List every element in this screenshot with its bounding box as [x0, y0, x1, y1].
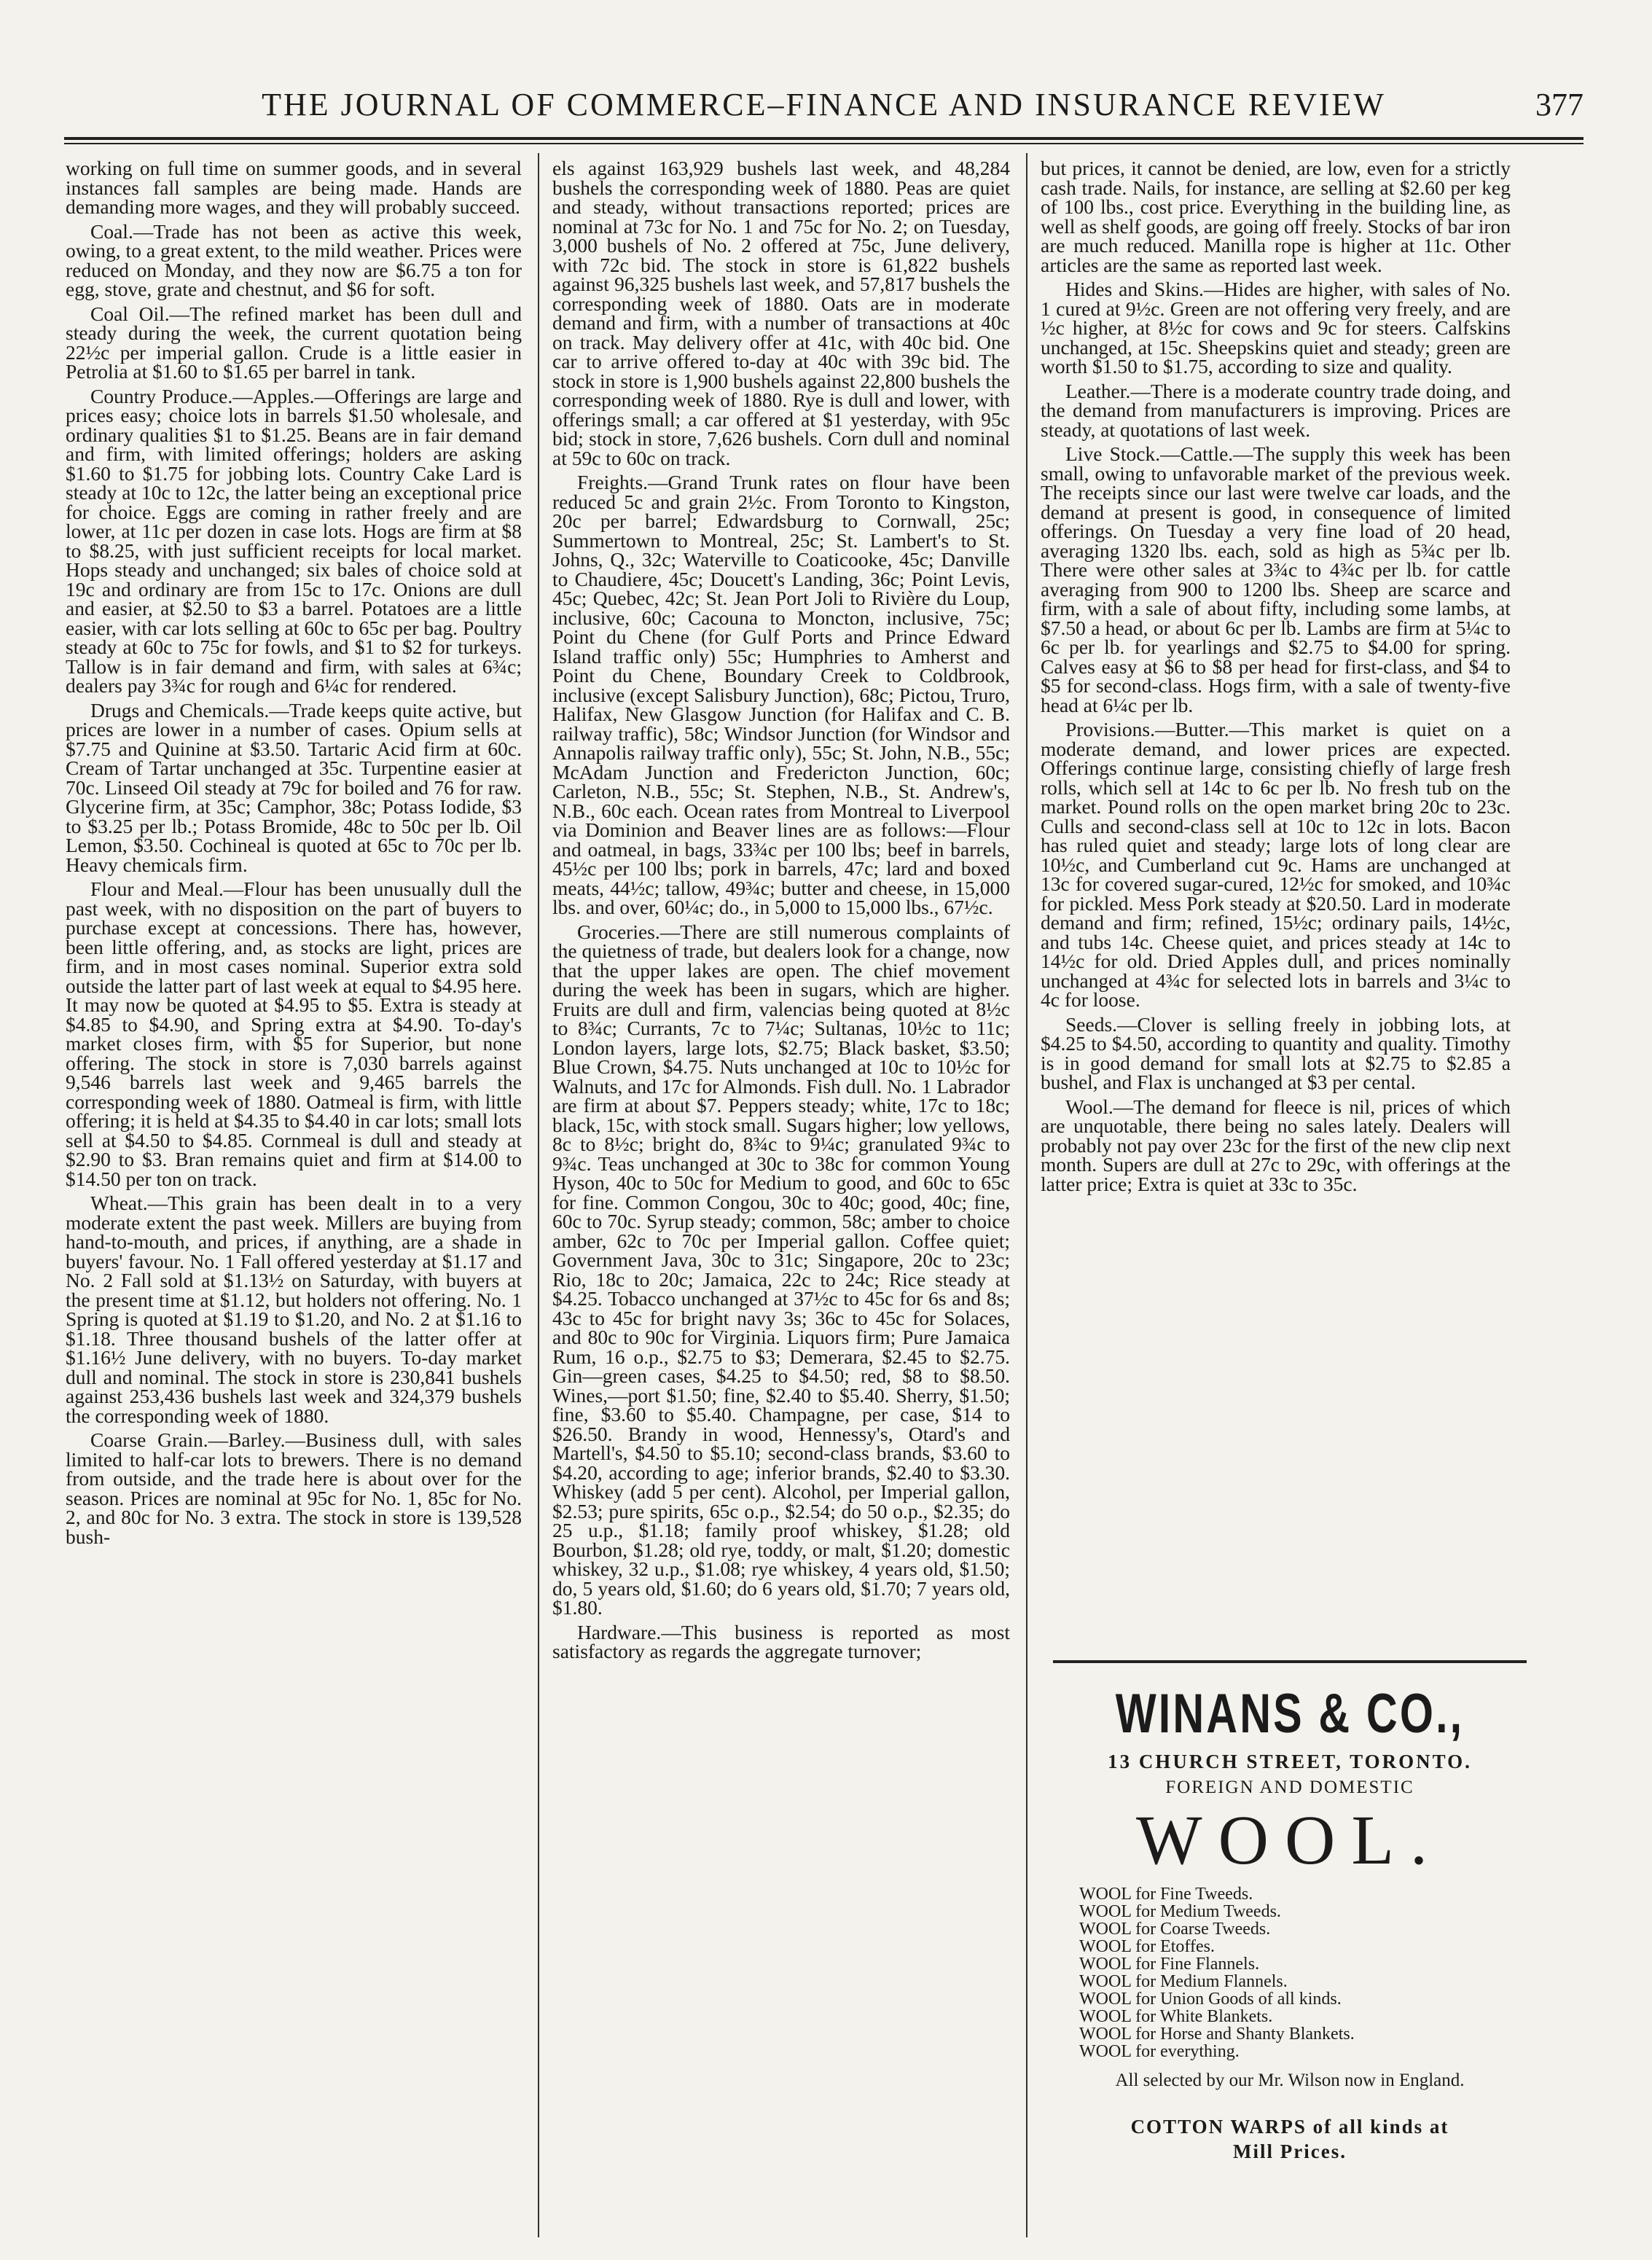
list-item: WOOL for Fine Flannels. [1079, 1955, 1260, 1974]
page-number: 377 [1535, 87, 1584, 122]
list-item: WOOL for Union Goods of all kinds. [1079, 1990, 1342, 2009]
paragraph-country-produce: Country Produce.—Apples.—Offerings are large and prices easy; choice lots in barrels $1.50 wholesale, and ordinary qualities $1 to $1.25. Beans are in fair demand and firm, with limited offerings; holders are asking $1.60 to $1.75 for jobbing lots. Country Cake Lard is steady at 10c to 12c, the latter being an exceptional price for choice. Eggs are coming in rather freely and are lower, at 11c per dozen in case lots. Hogs are firm at $8 to $8.25, with just sufficient receipts for local market. Hops steady and unchanged; six bales of choice sold at 19c and ordinary are from 15c to 17c. Onions are dull and easier, at $2.50 to $3 a barrel. Potatoes are a little easier, with car lots selling at 60c to 65c per bag. Poultry steady at 60c to 75c for fowls, and $1 to $2 for turkeys. Tallow is in fair demand and firm, with sales at 6¾c; dealers pay 3¾c for rough and 6¼c for rendered. [66, 384, 522, 697]
column-2 [552, 159, 1010, 2236]
advertisement-tagline: FOREIGN AND DOMESTIC [1165, 1778, 1414, 1797]
column-1 [66, 159, 522, 2236]
masthead [64, 86, 1584, 137]
advertiser-address: 13 CHURCH STREET, TORONTO. [1108, 1751, 1472, 1772]
paragraph-groceries: Groceries.—There are still numerous complaints of the quietness of trade, but dealers look for a change, now that the upper lakes are open. The chief movement during the week has been in sugars, which are higher. Fruits are dull and firm, valencias being quoted at 8½c to 8¾c; Currants, 7c to 7¼c; Sultanas, 10½c to 11c; London layers, large lots, $2.75; Black basket, $3.50; Blue Crown, $4.75. Nuts unchanged at 10c to 10½c for Walnuts, and 17c for Almonds. Fish dull. No. 1 Labrador are firm at about $7. Peppers steady; white, 17c to 18c; black, 15c, with stock small. Sugars higher; low yellows, 8c to 8½c; bright do, 8¾c to 9¼c; granulated 9¾c to 9¾c. Teas unchanged at 30c to 38c for common Young Hyson, 40c to 50c for Medium to good, and 60c to 65c for fine. Common Congou, 30c to 40c; good, 40c; fine, 60c to 70c. Syrup steady; common, 58c; amber to choice amber, 62c to 70c per Imperial gallon. Coffee quiet; Government Java, 30c to 31c; Singapore, 20c to 23c; Rio, 18c to 20c; Jamaica, 22c to 24c; Rice steady at $4.25. Tobacco unchanged at 37½c to 45c for 6s and 8s; 43c to 45c for bright navy 3s; 36c to 45c for Solaces, and 80c to 90c for Virginia. Liquors firm; Pure Jamaica Rum, 16 o.p., $2.75 to $3; Demerara, $2.45 to $2.75. Gin—green cases, $4.25 to $4.50; red, $8 to $8.50. Wines,—port $1.50; fine, $2.40 to $5.40. Sherry, $1.50; fine, $3.60 to $5.40. Champagne, per case, $14 to $26.50. Brandy in wood, Hennessy's, Otard's and Martell's, $4.50 to $5.10; second-class brands, $3.60 to $4.20, according to age; inferior brands, $2.40 to $3.30. Whiskey (add 5 per cent). Alcohol, per Imperial gallon, $2.53; pure spirits, 65c o.p., $2.54; do 50 o.p., $2.35; do 25 u.p., $1.18; family proof whiskey, $1.28; old Bourbon, $1.28; old rye, toddy, or malt, $1.20; domestic whiskey, 32 u.p., $1.08; rye whiskey, 4 years old, $1.50; do, 5 years old, $1.60; do 6 years old, $1.70; 7 years old, $1.80. [552, 920, 1010, 1619]
paragraph-wheat: Wheat.—This grain has been dealt in to a very moderate extent the past week. Millers are buying from hand-to-mouth, and prices, if anything, are a shade in buyers' favour. No. 1 Fall offered yesterday at $1.17 and No. 2 Fall sold at $1.13½ on Saturday, with buyers at the present time at $1.12, but holders not offering. No. 1 Spring is quoted at $1.19 to $1.20, and No. 2 at $1.16 to $1.18. Three thousand bushels of the latter offer at $1.16½ June delivery, with no buyers. To-day market dull and nominal. The stock in store is 230,841 bushels against 253,436 bushels last week and 324,379 bushels the corresponding week of 1880. [66, 1192, 522, 1427]
paragraph-coal: Coal.—Trade has not been as active this week, owing, to a great extent, to the mild weather. Prices were reduced on Monday, and they now are $6.75 a ton for egg, stove, grate and chestnut, and $6 for soft. [66, 219, 522, 300]
winans-advertisement [1053, 1660, 1527, 2164]
paragraph-hardware: Hardware.—This business is reported as most satisfactory as regards the aggregate turnover; [552, 1620, 1010, 1662]
list-item: WOOL for Etoffes. [1079, 1937, 1215, 1956]
paragraph-seeds: Seeds.—Clover is selling freely in jobbing lots, at $4.25 to $4.50, according to quantity and quality. Timothy is in good demand for small lots at $2.75 to $2.85 a bushel, and Flax is unchanged at $3 per cental. [1041, 1012, 1511, 1093]
column-3 [1041, 159, 1511, 1638]
column-divider-1 [538, 153, 539, 2237]
column-divider-2 [1026, 153, 1027, 2237]
list-item: WOOL for Medium Flannels. [1079, 1972, 1288, 1991]
paragraph-freights: Freights.—Grand Trunk rates on flour have been reduced 5c and grain 2½c. From Toronto to Kingston, 20c per barrel; Edwardsburg to Cornwall, 25c; Summertown to Montreal, 25c; St. Lambert's to St. Johns, Q., 32c; Waterville to Coaticooke, 45c; Danville to Chaudiere, 45c; Doucett's Landing, 36c; Point Levis, 45c; Quebec, 42c; St. Jean Port Joli to Rivière du Loup, inclusive, 60c; Cacouna to Moncton, inclusive, 75c; Point du Chene (for Gulf Ports and Prince Edward Island traffic only) 55c; Humphries to Amherst and Point du Chene, Boundary Creek to Coldbrook, inclusive (except Salisbury Junction), 68c; Pictou, Truro, Halifax, New Glasgow Junction (for Halifax and C. B. railway traffic), 58c; Windsor Junction (for Windsor and Annapolis railway traffic only), 55c; St. John, N.B., 55c; McAdam Junction and Fredericton Junction, 60c; Carleton, N.B., 55c; St. Stephen, N.B., St. Andrew's, N.B., 60c each. Ocean rates from Montreal to Liverpool via Dominion and Beaver lines are as follows:—Flour and oatmeal, in bags, 33¾c per 100 lbs; beef in barrels, 45½c per 100 lbs; pork in barrels, 47c; lard and boxed meats, 44½c; tallow, 49¾c; butter and cheese, in 15,000 lbs. and over, 60¼c; do., in 5,000 to 15,000 lbs., 67½c. [552, 471, 1010, 918]
cotton-warps-line: COTTON WARPS of all kinds at [1130, 2116, 1449, 2138]
paragraph-leather: Leather.—There is a moderate country trade doing, and the demand from manufacturers is improving. Prices are steady, at quotations of last week. [1041, 379, 1511, 441]
journal-title: THE JOURNAL OF COMMERCE–FINANCE AND INSURANCE REVIEW [262, 87, 1386, 122]
advertisement-note: All selected by our Mr. Wilson now in England. [1115, 2071, 1465, 2090]
mill-prices-line: Mill Prices. [1233, 2140, 1347, 2162]
list-item: WOOL for everything. [1079, 2042, 1240, 2061]
header-rule-thick [64, 137, 1584, 140]
paragraph-flour-meal: Flour and Meal.—Flour has been unusually dull the past week, with no disposition on the part of buyers to purchase except at concessions. There has, however, been little offering, and, as stocks are light, prices are firm, and in most cases nominal. Superior extra sold outside the latter part of last week at equal to $4.95 here. It may now be quoted at $4.95 to $5. Extra is steady at $4.85 to $4.90, and Spring extra at $4.90. To-day's market closes firm, with $5 for Superior, but none offering. The stock in store is 7,030 barrels against 9,546 barrels last week and 9,465 barrels the corresponding week of 1880. Oatmeal is firm, with little offering; it is held at $4.35 to $4.40 in car lots; small lots sell at $4.50 to $4.85. Cornmeal is dull and steady at $2.90 to $3. Bran remains quiet and firm at $14.00 to $14.50 per ton on track. [66, 877, 522, 1190]
paragraph-hides-skins: Hides and Skins.—Hides are higher, with sales of No. 1 cured at 9½c. Green are not offering very freely, and are ½c higher, at 8½c for cows and 9c for steers. Calfskins unchanged, at 15c. Sheepskins quiet and steady; green are worth $1.50 to $1.75, according to size and quality. [1041, 278, 1511, 378]
list-item: WOOL for Medium Tweeds. [1079, 1902, 1281, 1921]
paragraph-grain-continued: els against 163,929 bushels last week, and 48,284 bushels the corresponding week of 1880. Peas are quiet and steady, without transactions reported; prices are nominal at 73c for No. 1 and 75c for No. 2; on Tuesday, 3,000 bushels of No. 2 offered at 75c, June delivery, with 72c bid. The stock in store is 61,822 bushels against 96,325 bushels last week, and 57,817 bushels the corresponding week of 1880. Oats are in moderate demand and firm, with a number of transactions at 40c on track. May delivery offer at 41c, with 40c bid. One car to arrive offered to-day at 40c with 39c bid. The stock in store is 1,900 bushels against 22,800 bushels the corresponding week of 1880. Rye is dull and lower, with offerings small; a car offered at $1 yesterday, with 95c bid; stock in store, 7,626 bushels. Corn dull and nominal at 59c to 60c on track. [552, 159, 1010, 469]
paragraph-live-stock: Live Stock.—Cattle.—The supply this week has been small, owing to unfavorable market of the previous week. The receipts since our last were twelve car loads, and the demand at present is good, in consequence of limited offerings. On Tuesday a very fine load of 20 head, averaging 1320 lbs. each, sold as high as 5¾c per lb. There were other sales at 3¾c to 4¾c per lb. for cattle averaging from 900 to 1200 lbs. Sheep are scarce and firm, with a sale of about fifty, including some lambs, at $7.50 a head, or about 6c per lb. Lambs are firm at 5¼c to 6c per lb. for yearlings and $2.75 to $4.00 for spring. Calves easy at $6 to $8 per head for first-class, and $4 to $5 for second-class. Hogs firm, with a sale of twenty-five head at 6¼c per lb. [1041, 442, 1511, 716]
paragraph-hardware-continued: but prices, it cannot be denied, are low, even for a strictly cash trade. Nails, for instance, are selling at $2.60 per keg of 100 lbs., cost price. Everything in the building line, as well as shelf goods, are going off freely. Stocks of bar iron are much reduced. Manilla rope is higher at 11c. Other articles are the same as reported last week. [1041, 159, 1511, 276]
paragraph-manufacturing: working on full time on summer goods, and in several instances fall samples are being made. Hands are demanding more wages, and they will probably succeed. [66, 159, 522, 218]
wool-list [1079, 1885, 1527, 2060]
list-item: WOOL for Coarse Tweeds. [1079, 1920, 1271, 1939]
list-item: WOOL for White Blankets. [1079, 2007, 1273, 2026]
advertisement-product: WOOL. [1136, 1801, 1444, 1879]
list-item: WOOL for Fine Tweeds. [1079, 1885, 1253, 1904]
paragraph-wool: Wool.—The demand for fleece is nil, prices of which are unquotable, there being no sales lately. Dealers will probably not pay over 23c for the first of the new clip next month. Supers are dull at 27c to 29c, with offerings at the latter price; Extra is quiet at 33c to 35c. [1041, 1095, 1511, 1195]
paragraph-provisions: Provisions.—Butter.—This market is quiet on a moderate demand, and lower prices are expected. Offerings continue large, consisting chiefly of large fresh rolls, which sell at 14c to 6c per lb. No fresh tub on the market. Pound rolls on the open market bring 20c to 23c. Culls and second-class sell at 10c to 12c in lots. Bacon has ruled quiet and steady; large lots of long clear are 10½c, and Cumberland cut 9c. Hams are unchanged at 13c for covered sugar-cured, 12½c for smoked, and 10¾c for pickled. Mess Pork steady at $20.50. Lard in moderate demand and firm; refined, 15½c; ordinary pails, 14½c, and tubs 14c. Cheese quiet, and prices steady at 14c to 14½c for old. Dried Apples dull, and prices nominally unchanged at 4¾c for selected lots in barrels and 3¼c to 4c for loose. [1041, 718, 1511, 1011]
list-item: WOOL for Horse and Shanty Blankets. [1079, 2025, 1355, 2044]
paragraph-coarse-grain: Coarse Grain.—Barley.—Business dull, with sales limited to half-car lots to brewers. There is no demand from outside, and the trade here is about over for the season. Prices are nominal at 95c for No. 1, 85c for No. 2, and 80c for No. 3 extra. The stock in store is 139,528 bush- [66, 1428, 522, 1548]
paragraph-drugs-chemicals: Drugs and Chemicals.—Trade keeps quite active, but prices are lower in a number of cases. Opium sells at $7.75 and Quinine at $3.50. Tartaric Acid firm at 60c. Cream of Tartar unchanged at 35c. Turpentine easier at 70c. Linseed Oil steady at 79c for boiled and 76 for raw. Glycerine firm, at 35c; Camphor, 38c; Potass Iodide, $3 to $3.25 per lb.; Potass Bromide, 48c to 50c per lb. Oil Lemon, $3.50. Cochineal is quoted at 65c to 70c per lb. Heavy chemicals firm. [66, 698, 522, 876]
header-rule-thin [64, 143, 1584, 144]
paragraph-coal-oil: Coal Oil.—The refined market has been dull and steady during the week, the current quotation being 22½c per imperial gallon. Crude is a little easier in Petrolia at $1.60 to $1.65 per barrel in tank. [66, 302, 522, 383]
advertisement-rule [1053, 1660, 1527, 1663]
advertiser-name: WINANS & CO., [1115, 1683, 1465, 1745]
